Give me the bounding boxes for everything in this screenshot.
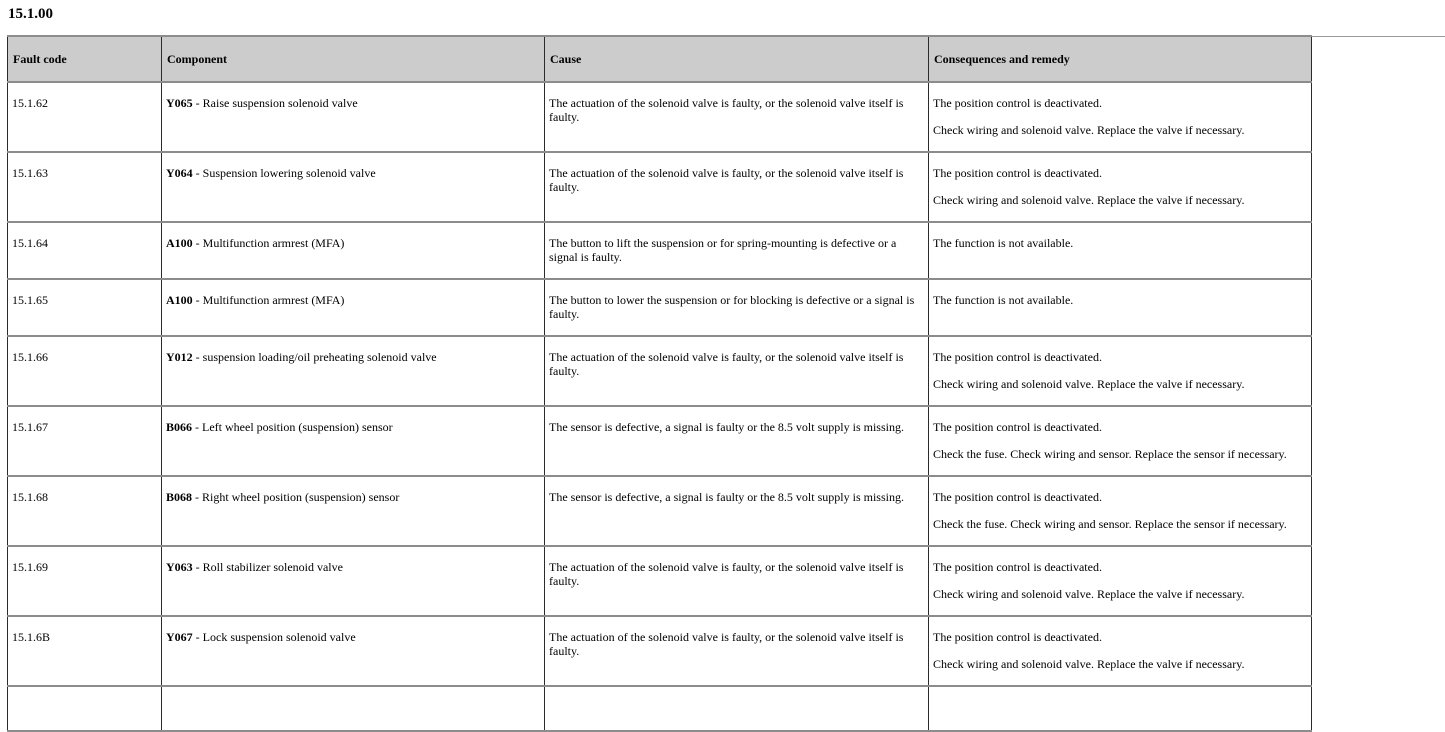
- fault-code: 15.1.67: [12, 420, 48, 434]
- table-header-row: [8, 36, 1312, 82]
- consequence-paragraph: The position control is deactivated.: [933, 96, 1102, 110]
- fault-code-cell: [8, 546, 162, 616]
- component-cell: [162, 686, 545, 731]
- component: [166, 630, 540, 644]
- component-code: Y065: [166, 96, 193, 110]
- cause-cell: [545, 336, 929, 406]
- component-desc: - Multifunction armrest (MFA): [192, 293, 345, 307]
- component-cell: [162, 546, 545, 616]
- consequence-paragraph: The position control is deactivated.: [933, 420, 1102, 434]
- table-row: [8, 336, 1312, 406]
- table-row-partial: [8, 686, 1312, 731]
- cause-cell: [545, 476, 929, 546]
- cause-text: The sensor is defective, a signal is faulty or the 8.5 volt supply is missing.: [549, 490, 904, 504]
- consequence-paragraph: The function is not available.: [933, 293, 1074, 307]
- column-header-component: Component: [162, 36, 545, 82]
- fault-code-cell: [8, 222, 162, 279]
- cause-cell: [545, 686, 929, 731]
- table-row: [8, 616, 1312, 686]
- cause-text: The sensor is defective, a signal is faulty or the 8.5 volt supply is missing.: [549, 420, 904, 434]
- consequence-paragraph: The position control is deactivated.: [933, 630, 1102, 644]
- component-desc: - Suspension lowering solenoid valve: [192, 166, 376, 180]
- fault-code: 15.1.65: [12, 293, 48, 307]
- fault-code: 15.1.63: [12, 166, 48, 180]
- fault-code-cell: [8, 279, 162, 336]
- cause-text: The actuation of the solenoid valve is faulty, or the solenoid valve itself is faulty.: [549, 96, 904, 124]
- component-code: A100: [166, 236, 193, 250]
- cause-cell: [545, 82, 929, 152]
- component: [166, 560, 540, 574]
- column-header-cause: Cause: [545, 36, 929, 82]
- consequence-paragraph: Check wiring and solenoid valve. Replace the valve if necessary.: [933, 193, 1245, 207]
- table-row: [8, 279, 1312, 336]
- consequence-paragraph: The position control is deactivated.: [933, 166, 1102, 180]
- fault-code-cell: [8, 616, 162, 686]
- component-code: Y063: [166, 560, 193, 574]
- consequences-cell: [929, 616, 1312, 686]
- component-cell: [162, 82, 545, 152]
- table-body: [8, 82, 1312, 686]
- component-desc: - Lock suspension solenoid valve: [192, 630, 356, 644]
- component-cell: [162, 336, 545, 406]
- column-header-consequences: Consequences and remedy: [929, 36, 1312, 82]
- fault-code: 15.1.64: [12, 236, 48, 250]
- component-code: Y012: [166, 350, 193, 364]
- table-row: [8, 82, 1312, 152]
- consequences-cell: [929, 82, 1312, 152]
- component-code: Y067: [166, 630, 193, 644]
- fault-code-table: [7, 35, 1312, 732]
- fault-code-cell: [8, 336, 162, 406]
- component-desc: - suspension loading/oil preheating solenoid valve: [192, 350, 437, 364]
- fault-code: 15.1.6B: [12, 630, 51, 644]
- component: [166, 166, 540, 180]
- fault-code: 15.1.68: [12, 490, 48, 504]
- fault-code-cell: [8, 476, 162, 546]
- component-code: A100: [166, 293, 193, 307]
- consequence-paragraph: Check wiring and solenoid valve. Replace the valve if necessary.: [933, 123, 1245, 137]
- component: [166, 490, 540, 504]
- table-row: [8, 476, 1312, 546]
- fault-code-cell: [8, 82, 162, 152]
- consequence-paragraph: Check the fuse. Check wiring and sensor. Replace the sensor if necessary.: [933, 447, 1287, 461]
- consequence-paragraph: The position control is deactivated.: [933, 350, 1102, 364]
- consequences-cell: [929, 686, 1312, 731]
- consequences-cell: [929, 222, 1312, 279]
- component-desc: - Right wheel position (suspension) sensor: [192, 490, 400, 504]
- component-desc: - Left wheel position (suspension) sensor: [192, 420, 393, 434]
- fault-code: 15.1.66: [12, 350, 48, 364]
- component: [166, 236, 540, 250]
- fault-code: 15.1.62: [12, 96, 48, 110]
- cause-cell: [545, 152, 929, 222]
- component-desc: - Multifunction armrest (MFA): [192, 236, 345, 250]
- cause-cell: [545, 406, 929, 476]
- page-title: 15.1.00: [8, 6, 53, 22]
- component: [166, 96, 540, 110]
- consequence-paragraph: Check the fuse. Check wiring and sensor. Replace the sensor if necessary.: [933, 517, 1287, 531]
- component-code: B066: [166, 420, 193, 434]
- consequences-cell: [929, 406, 1312, 476]
- cause-text: The actuation of the solenoid valve is faulty, or the solenoid valve itself is faulty.: [549, 630, 904, 658]
- cause-text: The actuation of the solenoid valve is faulty, or the solenoid valve itself is faulty.: [549, 560, 904, 588]
- consequence-paragraph: The function is not available.: [933, 236, 1074, 250]
- consequence-paragraph: Check wiring and solenoid valve. Replace the valve if necessary.: [933, 587, 1245, 601]
- cause-cell: [545, 546, 929, 616]
- component-cell: [162, 476, 545, 546]
- cause-cell: [545, 222, 929, 279]
- component-cell: [162, 406, 545, 476]
- component-code: Y064: [166, 166, 193, 180]
- table-row: [8, 152, 1312, 222]
- consequence-paragraph: The position control is deactivated.: [933, 560, 1102, 574]
- consequences-cell: [929, 546, 1312, 616]
- consequence-paragraph: The position control is deactivated.: [933, 490, 1102, 504]
- cause-text: The actuation of the solenoid valve is faulty, or the solenoid valve itself is faulty.: [549, 350, 904, 378]
- table-row: [8, 222, 1312, 279]
- component: [166, 350, 540, 364]
- component-cell: [162, 152, 545, 222]
- component-desc: - Roll stabilizer solenoid valve: [192, 560, 343, 574]
- consequences-cell: [929, 336, 1312, 406]
- column-header-fault-code: Fault code: [8, 36, 162, 82]
- cause-text: The button to lift the suspension or for spring-mounting is defective or a signal is faulty.: [549, 236, 897, 264]
- cause-cell: [545, 616, 929, 686]
- component-desc: - Raise suspension solenoid valve: [192, 96, 358, 110]
- component-cell: [162, 222, 545, 279]
- component-code: B068: [166, 490, 193, 504]
- component: [166, 293, 540, 307]
- component-cell: [162, 616, 545, 686]
- consequence-paragraph: Check wiring and solenoid valve. Replace the valve if necessary.: [933, 377, 1245, 391]
- cause-cell: [545, 279, 929, 336]
- table-row: [8, 546, 1312, 616]
- cause-text: The actuation of the solenoid valve is faulty, or the solenoid valve itself is faulty.: [549, 166, 904, 194]
- fault-code-cell: [8, 686, 162, 731]
- fault-code-cell: [8, 406, 162, 476]
- component: [166, 420, 540, 434]
- table-row: [8, 406, 1312, 476]
- cause-text: The button to lower the suspension or for blocking is defective or a signal is faulty.: [549, 293, 915, 321]
- consequences-cell: [929, 152, 1312, 222]
- fault-code: 15.1.69: [12, 560, 48, 574]
- consequences-cell: [929, 476, 1312, 546]
- consequence-paragraph: Check wiring and solenoid valve. Replace the valve if necessary.: [933, 657, 1245, 671]
- component-cell: [162, 279, 545, 336]
- fault-code-cell: [8, 152, 162, 222]
- consequences-cell: [929, 279, 1312, 336]
